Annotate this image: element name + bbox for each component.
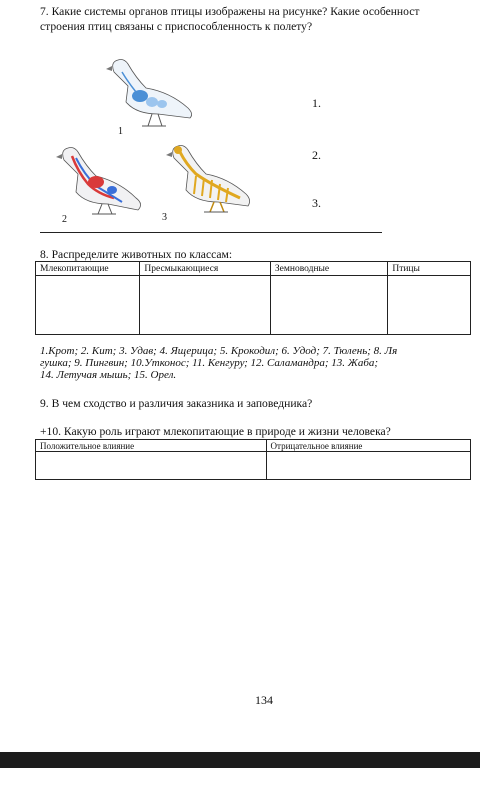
bottom-bar	[0, 752, 480, 768]
question-8-title: 8. Распределите животных по классам:	[40, 248, 233, 261]
divider-line	[40, 232, 382, 233]
figure-label-2: 2	[62, 214, 67, 225]
header-birds: Птицы	[388, 262, 471, 276]
mammal-role-table	[35, 439, 471, 480]
question-7-line-2: строения птиц связаны с приспособленность к полету?	[40, 20, 313, 33]
bird-1-respiratory	[106, 60, 192, 127]
animal-list	[40, 345, 480, 381]
cell-amphibians[interactable]	[270, 276, 387, 335]
animal-list-line-2: гушка; 9. Пингвин; 10.Утконос; 11. Кенгуру; 12. Саламандра; 13. Жаба;	[40, 357, 379, 369]
figure-label-1: 1	[118, 126, 123, 137]
question-7	[40, 4, 480, 34]
question-10: +10. Какую роль играют млекопитающие в природе и жизни человека?	[40, 425, 391, 438]
header-mammals: Млекопитающие	[36, 262, 140, 276]
cell-positive-influence[interactable]	[36, 452, 267, 480]
page-number: 134	[255, 693, 273, 707]
header-positive-influence: Положительное влияние	[36, 440, 267, 452]
bird-organ-systems-figure	[40, 52, 370, 232]
animal-list-line-3: 14. Летучая мышь; 15. Орел.	[40, 369, 177, 381]
header-amphibians: Земноводные	[270, 262, 387, 276]
cell-reptiles[interactable]	[140, 276, 271, 335]
table-answer-row	[36, 276, 471, 335]
cell-birds[interactable]	[388, 276, 471, 335]
cell-negative-influence[interactable]	[266, 452, 470, 480]
animal-classes-table	[35, 261, 471, 335]
question-9: 9. В чем сходство и различия заказника и заповедника?	[40, 397, 313, 410]
answer-number-1: 1.	[312, 96, 321, 110]
cell-mammals[interactable]	[36, 276, 140, 335]
role-answer-row	[36, 452, 471, 480]
header-negative-influence: Отрицательное влияние	[266, 440, 470, 452]
bird-3-skeleton	[166, 146, 250, 213]
role-header-row	[36, 440, 471, 452]
animal-list-line-1: 1.Крот; 2. Кит; 3. Удав; 4. Ящерица; 5. Крокодил; 6. Удод; 7. Тюлень; 8. Ля	[40, 345, 398, 357]
question-7-line-1: 7. Какие системы органов птицы изображены на рисунке? Какие особенност	[40, 5, 420, 18]
table-header-row	[36, 262, 471, 276]
answer-number-3: 3.	[312, 196, 321, 210]
figure-label-3: 3	[162, 212, 167, 223]
answer-number-2: 2.	[312, 148, 321, 162]
header-reptiles: Пресмыкающиеся	[140, 262, 271, 276]
bird-2-circulatory	[56, 148, 141, 215]
